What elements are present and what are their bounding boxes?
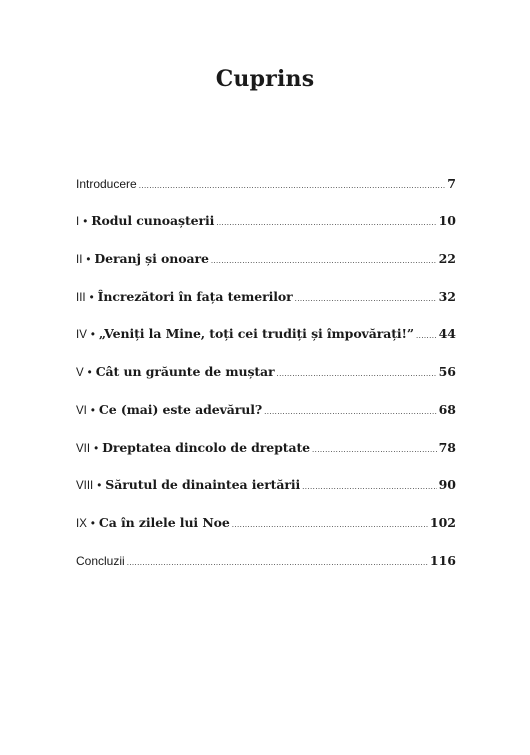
bullet-separator: •: [90, 329, 95, 342]
toc-entry-page: 32: [438, 288, 456, 304]
dot-leader: [416, 331, 437, 340]
toc-entry-page: 102: [429, 514, 456, 530]
dot-leader: [312, 445, 437, 454]
bullet-separator: •: [83, 216, 88, 229]
bullet-separator: •: [90, 404, 95, 417]
toc-entry-introducere[interactable]: [76, 160, 456, 198]
bullet-separator: •: [86, 254, 91, 267]
toc-entry-label: „Veniți la Mine, toți cei trudiți și împovărați!”: [98, 326, 415, 342]
toc-entry-label: Ce (mai) este adevărul?: [98, 401, 263, 417]
bullet-separator: •: [89, 291, 94, 304]
dot-leader: [139, 181, 446, 190]
toc-entry-label: Introducere: [76, 176, 137, 191]
dot-leader: [302, 482, 436, 491]
chapter-number: IV: [76, 329, 87, 342]
toc-entry-chapter-2[interactable]: [76, 235, 456, 273]
toc-entry-chapter-6[interactable]: [76, 386, 456, 424]
page-title: Cuprins: [215, 66, 315, 92]
toc-entry-page: 56: [438, 364, 456, 380]
dot-leader: [127, 558, 428, 567]
toc-entry-label: Rodul cunoașterii: [91, 213, 215, 229]
toc-entry-page: 10: [438, 213, 456, 229]
table-of-contents: [76, 160, 456, 575]
toc-entry-chapter-8[interactable]: [76, 462, 456, 500]
chapter-number: VIII: [76, 480, 94, 493]
toc-entry-chapter-1[interactable]: [76, 198, 456, 236]
chapter-number: VI: [76, 404, 87, 417]
dot-leader: [264, 407, 437, 416]
toc-entry-chapter-5[interactable]: [76, 348, 456, 386]
toc-entry-page: 78: [438, 439, 456, 455]
chapter-number: II: [76, 254, 83, 267]
chapter-number: I: [76, 216, 80, 229]
chapter-number: V: [76, 367, 84, 380]
toc-entry-label: Ca în zilele lui Noe: [98, 514, 230, 530]
bullet-separator: •: [94, 442, 99, 455]
toc-entry-page: 68: [438, 401, 456, 417]
toc-entry-chapter-3[interactable]: [76, 273, 456, 311]
toc-entry-chapter-7[interactable]: [76, 424, 456, 462]
bullet-separator: •: [97, 480, 102, 493]
toc-entry-page: 22: [438, 251, 456, 267]
dot-leader: [211, 256, 437, 265]
toc-entry-chapter-4[interactable]: [76, 311, 456, 349]
toc-entry-label: Concluzii: [76, 553, 125, 568]
dot-leader: [232, 520, 428, 529]
chapter-number: IX: [76, 517, 87, 530]
toc-entry-page: 116: [429, 552, 456, 568]
dot-leader: [277, 369, 437, 378]
toc-entry-label: Sărutul de dinaintea iertării: [105, 477, 301, 493]
dot-leader: [295, 294, 437, 303]
toc-entry-concluzii[interactable]: [76, 537, 456, 575]
bullet-separator: •: [90, 517, 95, 530]
dot-leader: [216, 218, 436, 227]
toc-entry-label: Deranj și onoare: [94, 251, 209, 267]
toc-entry-label: Dreptatea dincolo de dreptate: [102, 439, 310, 455]
toc-entry-page: 44: [438, 326, 456, 342]
toc-entry-label: Cât un grăunte de muștar: [95, 364, 275, 380]
toc-entry-page: 90: [438, 477, 456, 493]
bullet-separator: •: [87, 367, 92, 380]
toc-entry-chapter-9[interactable]: [76, 499, 456, 537]
chapter-number: III: [76, 291, 86, 304]
chapter-number: VII: [76, 442, 91, 455]
toc-entry-page: 7: [447, 175, 456, 191]
toc-entry-label: Încrezători în fața temerilor: [97, 288, 293, 304]
